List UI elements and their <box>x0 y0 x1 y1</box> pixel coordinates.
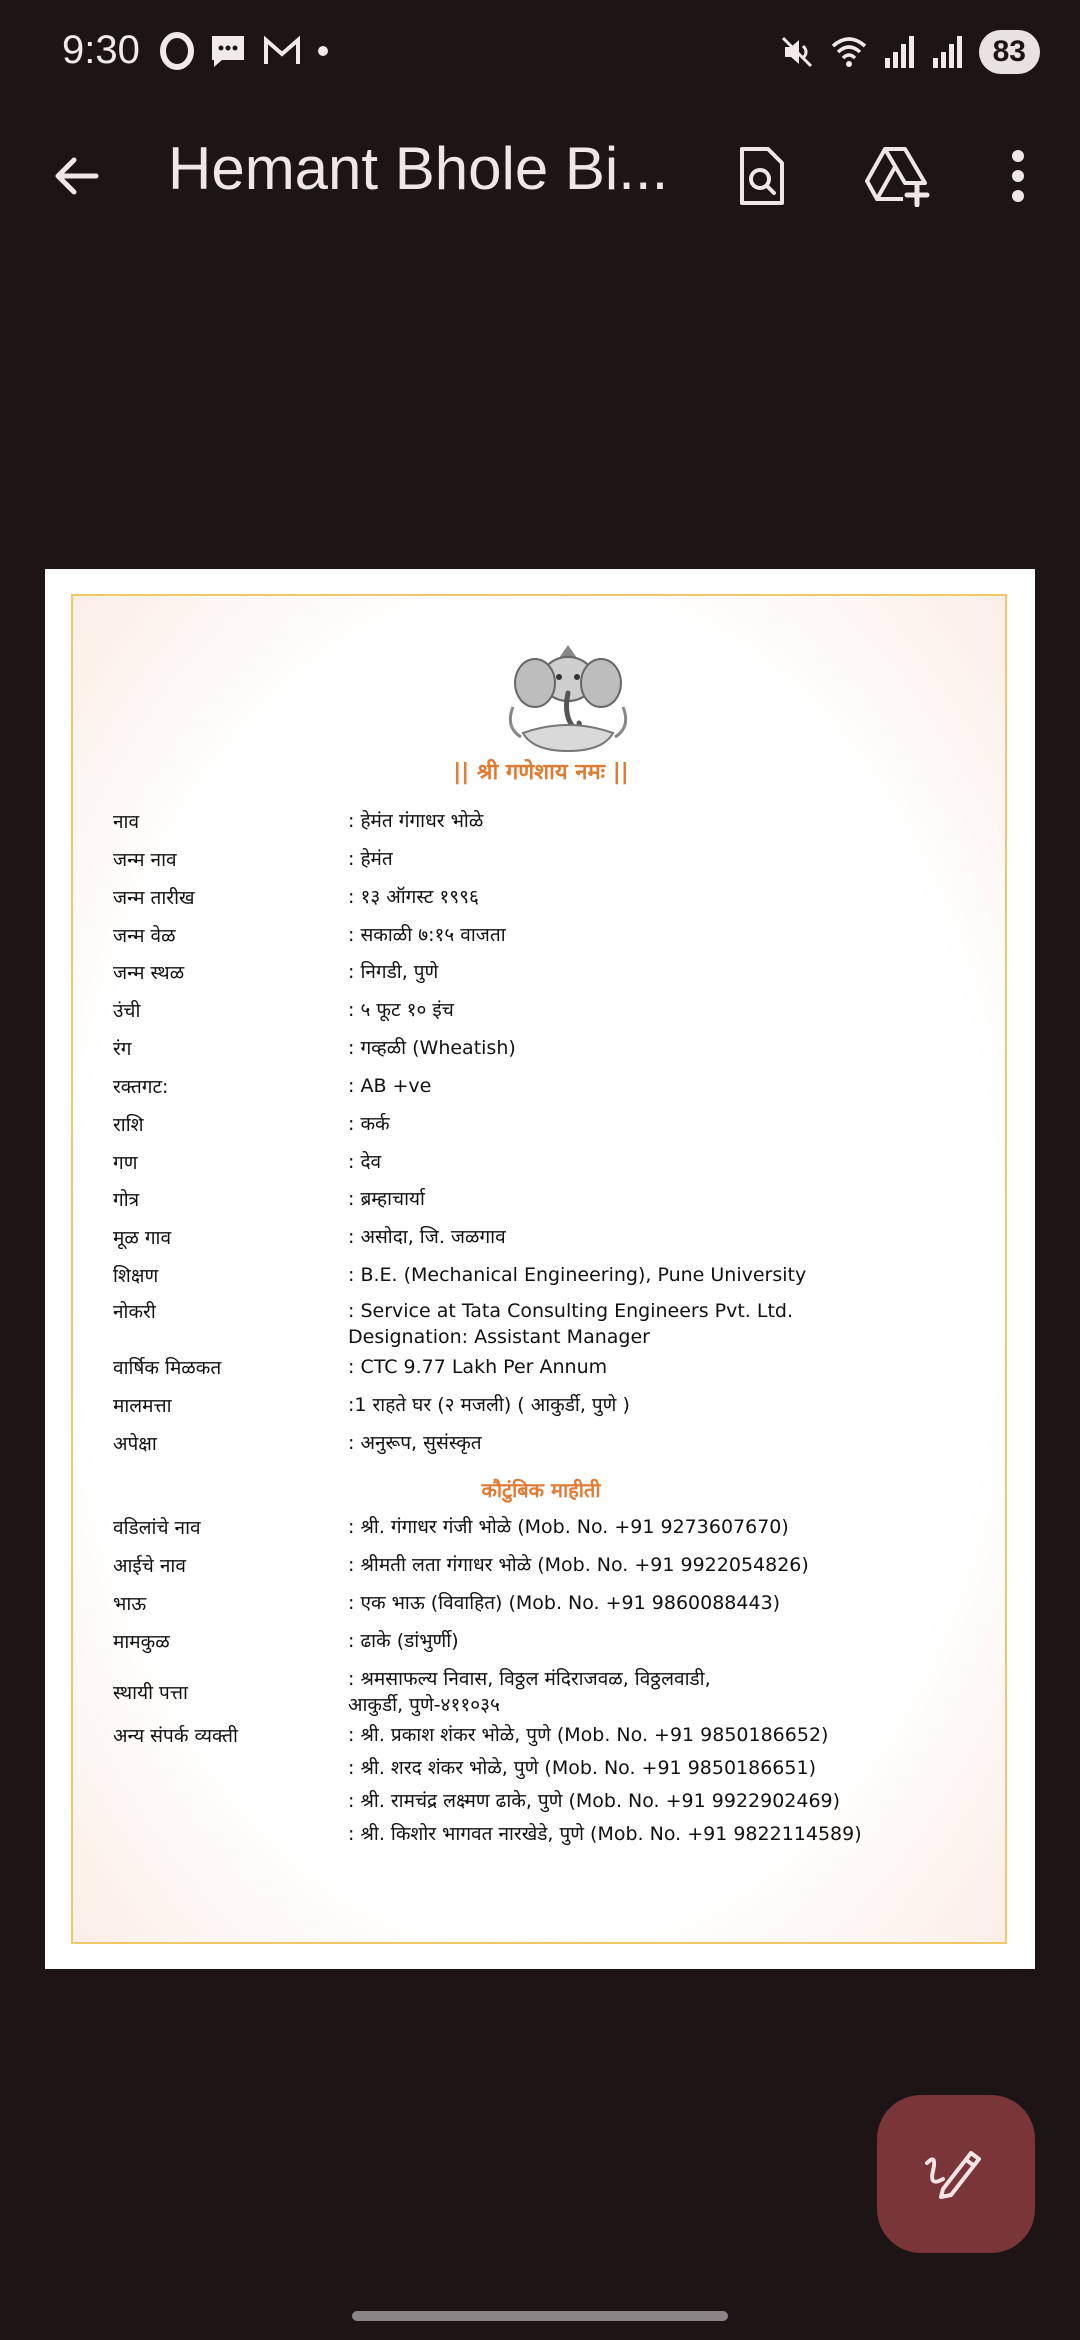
detail-label: नोकरी <box>113 1301 156 1323</box>
search-document-icon <box>734 145 790 207</box>
detail-value-line: आकुर्डी, पुणे-४११०३५ <box>348 1694 500 1716</box>
detail-label: वार्षिक मिळकत <box>113 1357 222 1379</box>
detail-value-line: : ढाके (डांभुर्णी) <box>348 1630 459 1652</box>
battery-indicator: 83 <box>979 30 1040 74</box>
detail-label: स्थायी पत्ता <box>113 1682 188 1704</box>
detail-value <box>348 997 978 1023</box>
detail-value <box>348 1073 978 1099</box>
detail-value <box>348 1430 978 1456</box>
biodata-frame <box>71 594 1007 1944</box>
detail-value <box>348 922 978 948</box>
detail-label: आईचे नाव <box>113 1555 186 1577</box>
detail-value <box>348 959 978 985</box>
detail-label: मामकुळ <box>113 1631 170 1653</box>
detail-value-line: : श्री. रामचंद्र लक्ष्मण ढाके, पुणे (Mob. No. +91 9922902469) <box>348 1790 841 1812</box>
drive-add-icon <box>863 145 933 207</box>
notification-icons <box>160 32 330 70</box>
home-indicator[interactable] <box>352 2311 728 2321</box>
detail-value <box>348 1628 978 1654</box>
detail-value <box>348 1298 978 1350</box>
gmail-icon <box>262 34 302 68</box>
detail-label: नाव <box>113 811 140 833</box>
search-in-document-button[interactable] <box>722 136 802 216</box>
detail-value-line: : देव <box>348 1151 382 1173</box>
detail-value-line: :1 राहते घर (२ मजली) ( आकुर्डी, पुणे ) <box>348 1394 630 1416</box>
detail-value-line: : कर्क <box>348 1113 390 1135</box>
detail-label: मूळ गाव <box>113 1227 172 1249</box>
add-to-drive-button[interactable] <box>858 136 938 216</box>
dot-icon <box>316 44 330 58</box>
signal-icon <box>883 34 917 70</box>
detail-value <box>348 808 978 834</box>
detail-value-line: : CTC 9.77 Lakh Per Annum <box>348 1356 608 1378</box>
detail-value-line: : अनुरूप, सुसंस्कृत <box>348 1432 482 1454</box>
detail-label: जन्म तारीख <box>113 887 195 909</box>
detail-label: उंची <box>113 1000 141 1022</box>
detail-value <box>348 1224 978 1250</box>
detail-label: जन्म स्थळ <box>113 962 185 984</box>
invocation-heading: || श्री गणेशाय नमः || <box>453 760 629 785</box>
detail-label: जन्म वेळ <box>113 925 176 947</box>
document-page[interactable] <box>45 569 1035 1969</box>
detail-value <box>348 1514 978 1540</box>
detail-value-line: : एक भाऊ (विवाहित) (Mob. No. +91 9860088443) <box>348 1592 781 1614</box>
more-options-button[interactable] <box>978 136 1058 216</box>
detail-label: अन्य संपर्क व्यक्ती <box>113 1725 238 1747</box>
detail-value <box>348 1552 978 1578</box>
mute-icon <box>779 34 815 70</box>
detail-value <box>348 1666 978 1718</box>
detail-value-line: : ५ फूट १० इंच <box>348 999 454 1021</box>
detail-value-line: : हेमंत <box>348 848 393 870</box>
detail-label: अपेक्षा <box>113 1433 157 1455</box>
more-vertical-icon <box>1008 148 1028 204</box>
detail-value-line: : निगडी, पुणे <box>348 961 439 983</box>
detail-value-line: : गव्हळी (Wheatish) <box>348 1037 516 1059</box>
detail-value <box>348 846 978 872</box>
detail-value-line: : Service at Tata Consulting Engineers Pvt. Ltd. <box>348 1300 794 1322</box>
detail-value <box>348 1111 978 1137</box>
detail-label: जन्म नाव <box>113 849 177 871</box>
document-title: Hemant Bhole Bi... <box>168 135 669 202</box>
detail-value <box>348 1590 978 1616</box>
back-arrow-icon <box>50 150 102 202</box>
detail-value-line: : श्रीमती लता गंगाधर भोळे (Mob. No. +91 9922054826) <box>348 1554 809 1576</box>
detail-value-line: : B.E. (Mechanical Engineering), Pune University <box>348 1264 807 1286</box>
family-section-title: कौटुंबिक माहीती <box>481 1478 601 1502</box>
detail-value-line: : असोदा, जि. जळगाव <box>348 1226 506 1248</box>
edit-pen-icon <box>921 2139 991 2209</box>
top-app-bar <box>0 110 1080 230</box>
status-time: 9:30 <box>62 28 140 72</box>
detail-value-line: : सकाळी ७:१५ वाजता <box>348 924 506 946</box>
detail-label: गोत्र <box>113 1189 140 1211</box>
detail-value <box>348 884 978 910</box>
ganesha-image <box>478 636 658 756</box>
detail-label: राशि <box>113 1114 144 1136</box>
detail-label: मालमत्ता <box>113 1395 172 1417</box>
status-bar <box>0 0 1080 110</box>
detail-value-line: : ब्रम्हाचार्या <box>348 1188 425 1210</box>
system-icons <box>779 30 1040 74</box>
detail-label: शिक्षण <box>113 1265 159 1287</box>
wifi-icon <box>829 34 869 70</box>
opera-icon <box>160 32 194 70</box>
detail-value <box>348 1354 978 1380</box>
ganesha-icon <box>493 637 643 755</box>
detail-value-line: : AB +ve <box>348 1075 432 1097</box>
detail-value-line: : १३ ऑगस्ट १९९६ <box>348 886 479 908</box>
edit-fab-button[interactable] <box>877 2095 1035 2253</box>
detail-value-line: : श्री. किशोर भागवत नारखेडे, पुणे (Mob. No. +91 9822114589) <box>348 1823 862 1845</box>
detail-label: गण <box>113 1152 138 1174</box>
signal-icon <box>931 34 965 70</box>
detail-label: रंग <box>113 1038 132 1060</box>
back-button[interactable] <box>40 140 112 212</box>
detail-value-line: Designation: Assistant Manager <box>348 1326 650 1348</box>
detail-value-line: : श्रमसाफल्य निवास, विठ्ठल मंदिराजवळ, विठ्ठलवाडी, <box>348 1668 711 1690</box>
detail-value <box>348 1392 978 1418</box>
detail-value <box>348 1149 978 1175</box>
detail-value-line: : श्री. प्रकाश शंकर भोळे, पुणे (Mob. No. +91 9850186652) <box>348 1724 829 1746</box>
detail-value-line: : श्री. शरद शंकर भोळे, पुणे (Mob. No. +91 9850186651) <box>348 1757 816 1779</box>
detail-value-line: : श्री. गंगाधर गंजी भोळे (Mob. No. +91 9273607670) <box>348 1516 789 1538</box>
detail-label: भाऊ <box>113 1593 147 1615</box>
detail-value <box>348 1186 978 1212</box>
detail-label: वडिलांचे नाव <box>113 1517 201 1539</box>
detail-value <box>348 1722 978 1854</box>
detail-value <box>348 1262 978 1288</box>
detail-value <box>348 1035 978 1061</box>
chat-icon <box>208 32 248 70</box>
detail-label: रक्तगट: <box>113 1076 169 1098</box>
detail-value-line: : हेमंत गंगाधर भोळे <box>348 810 484 832</box>
